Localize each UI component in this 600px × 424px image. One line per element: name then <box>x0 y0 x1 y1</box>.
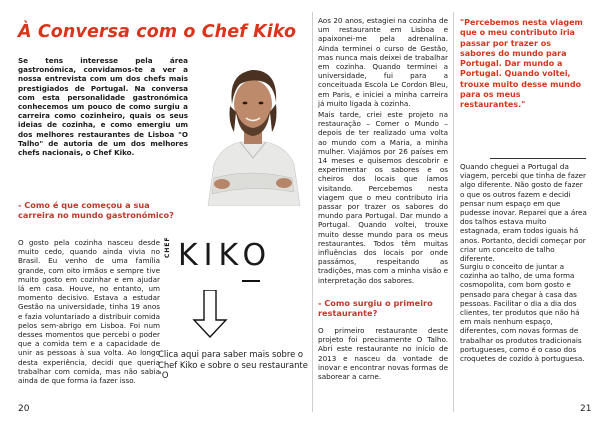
article-title: À Conversa com o Chef Kiko <box>18 22 297 42</box>
column-divider-right <box>453 12 454 412</box>
page-number-right: 21 <box>580 404 592 414</box>
question-career: - Como é que começou a sua carreira no mundo gastronómico? <box>18 200 174 221</box>
answer-career: O gosto pela cozinha nasceu desde muito cedo, quando ainda vivia no Brasil. Eu venho de uma família grande, com oito irmãos e sempre tive muito gosto em cozinhar e em ajudar lá em casa. Houve, no entanto, um momento decisivo. Estava a estudar Gestão na universidade, tinha 19 anos e fazia voluntariado a distribuir comida pelos sem-abrigo em Lisboa. Foi num desses momentos que percebi o poder que a comida tem e a capacidade de unir as pessoas à sua volta. Ao longo desta experiência, decidi que queria trabalhar com comida, mas não sabia ainda de que forma ia fazer isso. <box>18 238 160 386</box>
logo-kiko-text: KIKO <box>178 238 273 273</box>
page-number-left: 20 <box>18 404 30 414</box>
right-paragraph-1: Quando cheguei a Portugal da viagem, percebi que tinha de fazer algo diferente. Não gosto de fazer o que os outros fazem e decidi pensar num espaço em que pudesse inovar. Reparei que a área dos talhos estava muito estagnada, eram todos iguais há anos. Portanto, decidi começar por criar um conceito de talho diferente. <box>460 162 587 264</box>
column-divider-center <box>312 12 313 412</box>
arrow-down-icon <box>192 290 228 338</box>
chef-kiko-logo <box>164 236 284 286</box>
pull-quote-rule <box>490 158 586 159</box>
answer-first-restaurant: O primeiro restaurante deste projeto foi precisamente O Talho. Abri este restaurante no início de 2013 e nasceu da vontade de inovar e encontrar novas formas de saborear a carne. <box>318 326 448 382</box>
middle-paragraph-2: Mais tarde, criei este projeto na restauração – Comer o Mundo – depois de ter realizado uma volta ao mundo com a Maria, a minha mulher. Viajámos por 26 países em 14 meses e quisemos descobrir e experimentar os sabores e os cheiros dos locais que íamos visitando. Percebemos nesta viagem que o meu contributo iria passar por trazer os sabores do mundo para Portugal. Dar mundo a Portugal. Quando voltei, trouxe muito desse mundo para os meus restaurantes. Todos têm muitas influências dos locais por onde passámos, respeitando as tradições, mas com a minha visão e interpretação dos sabores. <box>318 110 448 285</box>
logo-chef-text: CHEF <box>164 236 171 258</box>
pull-quote: "Percebemos nesta viagem que o meu contributo iria passar por trazer os sabores do mundo para Portugal. Dar mundo a Portugal. Quando voltei, trouxe muito desse mundo para os meus restaurantes." <box>460 18 583 110</box>
chef-photo <box>200 46 306 206</box>
logo-underline <box>242 280 260 282</box>
middle-paragraph-1: Aos 20 anos, estagiei na cozinha de um restaurante em Lisboa e apaixonei-me pela adrenalina. Ainda terminei o curso de Gestão, mas nunca mais deixei de trabalhar em cozinha. Quando terminei a universidade, fui para a conceituada Escola Le Cordon Bleu, em Paris, e iniciei a minha carreira já muito ligada à cozinha. <box>318 16 448 108</box>
learn-more-link[interactable]: Clica aqui para saber mais sobre o Chef Kiko e sobre o seu restaurante "O <box>158 349 308 381</box>
intro-paragraph: Se tens interesse pela área gastronómica, convidamos-te a ver a nossa entrevista com um dos chefs mais prestigiados de Portugal. Na conversa com esta personalidade gastronómica conhecemos um pouco de como surgiu a carreira como cozinheiro, quais os seus ideias de cozinha, e como emergiu um dos melhores restaurantes de Lisboa "O Talho" de autoria de um dos melhores chefs nacionais, o Chef Kiko. <box>18 56 188 158</box>
right-paragraph-2: Surgiu o conceito de juntar a cozinha ao talho, de uma forma cosmopolita, com bom gosto e pensado para chegar à casa das pessoas. Facilitar o dia a dia dos clientes, ter produtos que não há em mais nenhum espaço, diferentes, com novas formas de trabalhar os produtos tradicionais portugueses, como é o caso dos croquetes de cozido à portuguesa. <box>460 262 585 364</box>
question-first-restaurant: - Como surgiu o primeiro restaurante? <box>318 298 433 319</box>
